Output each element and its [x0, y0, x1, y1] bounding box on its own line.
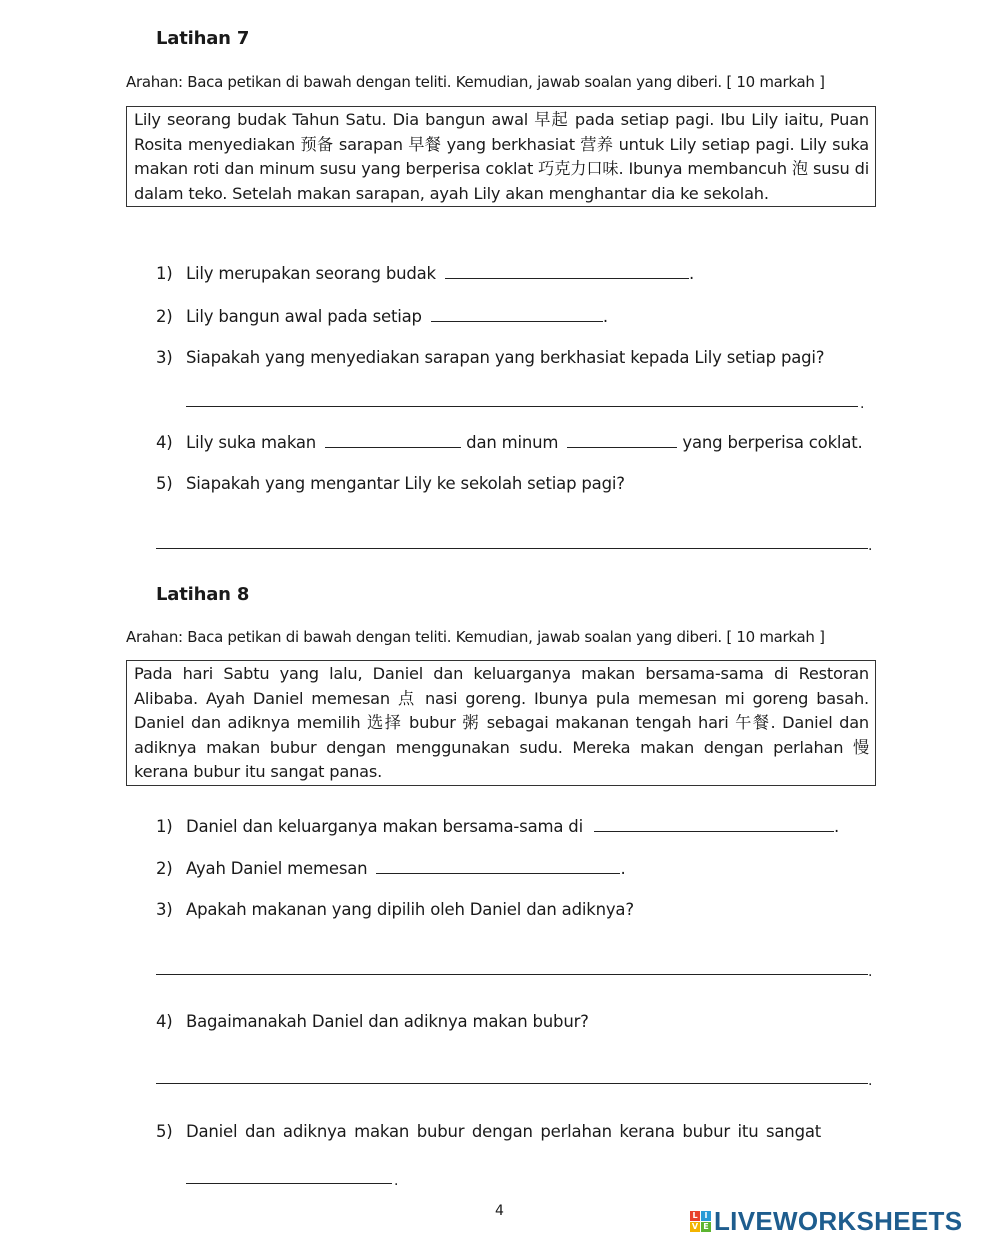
l7-q3-end: . — [860, 396, 865, 412]
l7-question-4 — [156, 433, 872, 452]
l7-question-2 — [156, 307, 872, 326]
question-number: 2) — [156, 859, 173, 878]
answer-blank-2[interactable] — [567, 433, 677, 448]
question-number: 3) — [156, 348, 173, 367]
logo-tile-e: E — [701, 1222, 711, 1232]
question-text-content: Daniel dan adiknya makan bubur dengan perlahan kerana bubur itu sangat — [186, 1122, 822, 1141]
l8-q5-end: . — [394, 1173, 399, 1189]
question-text-part3: yang berperisa coklat. — [682, 433, 863, 452]
question-number: 2) — [156, 307, 173, 326]
question-text: Siapakah yang menyediakan sarapan yang berkhasiat kepada Lily setiap pagi? — [186, 348, 825, 367]
question-number: 3) — [156, 900, 173, 919]
question-text: Siapakah yang mengantar Lily ke sekolah setiap pagi? — [186, 474, 625, 493]
question-number: 1) — [156, 264, 173, 283]
question-number: 5) — [156, 1122, 173, 1141]
l8-q5-answer-line[interactable] — [186, 1183, 392, 1184]
logo-tile-v: V — [691, 1222, 699, 1231]
l8-question-1 — [156, 817, 872, 836]
answer-blank[interactable] — [376, 859, 620, 874]
logo-tile-i: I — [701, 1211, 711, 1221]
l8-question-3 — [156, 900, 872, 919]
latihan-8-instruction: Arahan: Baca petikan di bawah dengan teliti. Kemudian, jawab soalan yang diberi. [ 10 markah ] — [126, 628, 825, 646]
l8-q5-row — [156, 1122, 872, 1141]
question-text-part2: dan minum — [466, 433, 559, 452]
answer-blank-1[interactable] — [325, 433, 461, 448]
l8-q4-end: . — [868, 1073, 873, 1089]
liveworksheets-logo-icon — [690, 1211, 711, 1232]
logo-tile-l: L — [690, 1211, 700, 1221]
l7-q5-answer-line[interactable] — [156, 548, 868, 549]
l7-q5-end: . — [868, 538, 873, 554]
l7-question-5 — [156, 474, 872, 493]
question-end: . — [620, 859, 626, 878]
question-number: 4) — [156, 1012, 173, 1031]
page-number: 4 — [495, 1203, 504, 1219]
question-text: Daniel dan keluarganya makan bersama-sama di — [186, 817, 583, 836]
liveworksheets-logo[interactable] — [690, 1206, 962, 1237]
latihan-8-title: Latihan 8 — [156, 584, 250, 605]
l8-question-2 — [156, 859, 872, 878]
l8-q4-answer-line[interactable] — [156, 1083, 868, 1084]
question-text: Bagaimanakah Daniel dan adiknya makan bubur? — [186, 1012, 589, 1031]
question-number: 5) — [156, 474, 173, 493]
question-end: . — [688, 264, 694, 283]
answer-blank[interactable] — [431, 307, 603, 322]
question-number: 1) — [156, 817, 173, 836]
l8-q3-answer-line[interactable] — [156, 974, 868, 975]
question-number: 4) — [156, 433, 173, 452]
latihan-7-title: Latihan 7 — [156, 28, 250, 49]
latihan-7-passage — [126, 106, 876, 207]
latihan-7-passage-text: Lily seorang budak Tahun Satu. Dia bangun awal 早起 pada setiap pagi. Ibu Lily iaitu, Puan Rosita menyediakan 预备 sarapan 早餐 yang berkhasiat 营养 untuk Lily setiap pagi. Lily suka makan roti dan minum susu yang berperisa coklat 巧克力口味. Ibunya membancuh 泡 susu di dalam teko. Setelah makan sarapan, ayah Lily akan menghantar dia ke sekolah. — [134, 110, 869, 203]
question-text: Ayah Daniel memesan — [186, 859, 368, 878]
answer-blank[interactable] — [594, 817, 834, 832]
question-text-part1: Lily suka makan — [186, 433, 317, 452]
latihan-8-passage-text: Pada hari Sabtu yang lalu, Daniel dan keluarganya makan bersama-sama di Restoran Alibaba. Ayah Daniel memesan 点 nasi goreng. Ibunya pula memesan mi goreng basah. Daniel dan adiknya memilih 选择 bubur 粥 sebagai makanan tengah hari 午餐. Daniel dan adiknya makan bubur dengan menggunakan sudu. Mereka makan dengan perlahan 慢 kerana bubur itu sangat panas. — [134, 664, 869, 781]
question-end: . — [602, 307, 608, 326]
l7-q3-answer-line[interactable] — [186, 406, 858, 407]
l8-question-5 — [156, 1122, 872, 1141]
question-text: Lily merupakan seorang budak — [186, 264, 436, 283]
liveworksheets-logo-text: LIVEWORKSHEETS — [714, 1206, 963, 1236]
question-text — [186, 1122, 870, 1141]
latihan-7-instruction: Arahan: Baca petikan di bawah dengan teliti. Kemudian, jawab soalan yang diberi. [ 10 markah ] — [126, 73, 825, 91]
l7-question-1 — [156, 264, 872, 283]
latihan-8-passage — [126, 660, 876, 786]
l8-q3-end: . — [868, 964, 873, 980]
l7-question-3 — [156, 348, 872, 367]
question-end: . — [834, 817, 840, 836]
l8-question-4 — [156, 1012, 872, 1031]
answer-blank[interactable] — [445, 264, 689, 279]
question-text: Lily bangun awal pada setiap — [186, 307, 422, 326]
question-text: Apakah makanan yang dipilih oleh Daniel dan adiknya? — [186, 900, 634, 919]
